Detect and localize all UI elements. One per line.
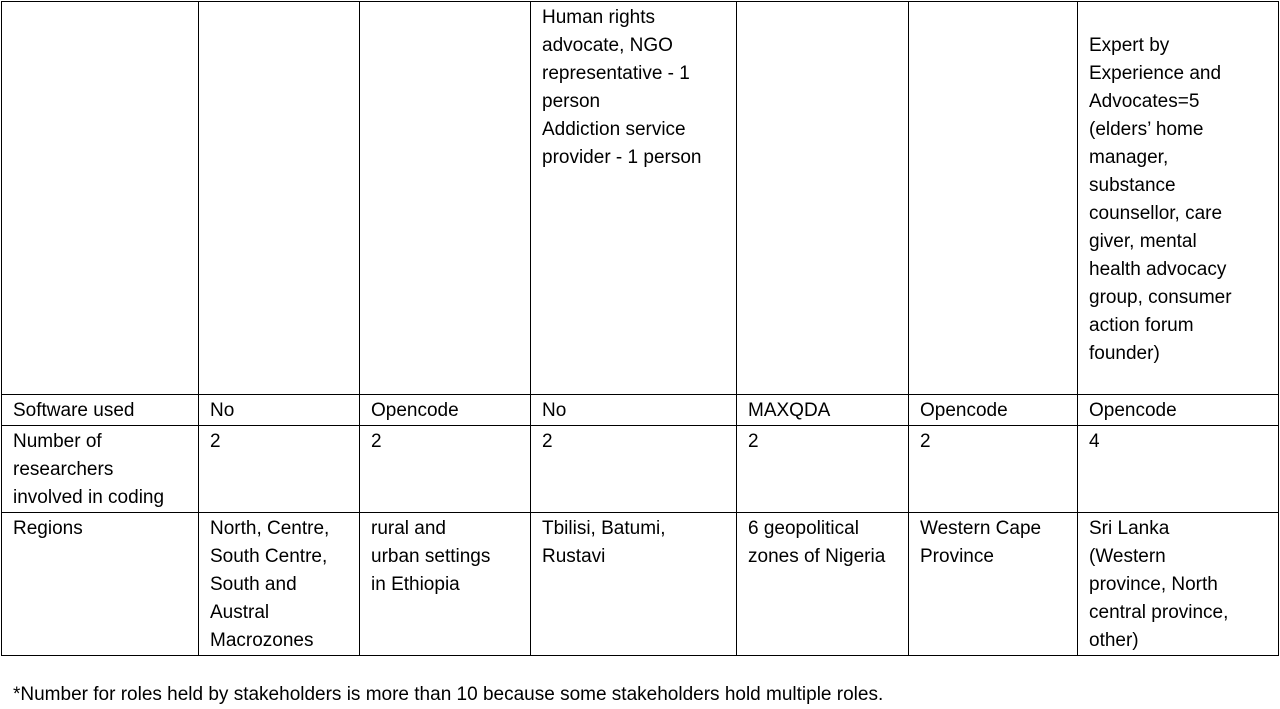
cell-text-line: substance (1089, 175, 1176, 196)
cell-text-line: representative - 1 (542, 63, 690, 84)
table-cell (199, 426, 360, 513)
table-cell (737, 2, 909, 395)
table-cell (531, 513, 737, 656)
cell-text-line: founder) (1089, 343, 1160, 364)
table-cell (199, 395, 360, 426)
table-cell (360, 513, 531, 656)
cell-text-line: provider - 1 person (542, 147, 702, 168)
cell-text-line: Sri Lanka (1089, 518, 1170, 539)
cell-text-line: 2 (542, 431, 553, 452)
table-footnote: *Number for roles held by stakeholders is more than 10 because some stakeholders hold multiple roles. (13, 684, 884, 705)
table-cell (2, 2, 199, 395)
cell-text-line: Human rights (542, 7, 655, 28)
cell-text-line: in Ethiopia (371, 574, 460, 595)
table-row-regions (2, 513, 1279, 656)
table-row-stakeholder-roles (2, 2, 1279, 395)
table-cell (2, 513, 199, 656)
cell-text-line: health advocacy (1089, 259, 1227, 280)
cell-text-line: South and (210, 574, 297, 595)
table-cell (737, 513, 909, 656)
cell-text-line: 2 (748, 431, 759, 452)
cell-text-line: Addiction service (542, 119, 686, 140)
table-cell (1078, 513, 1279, 656)
table-cell (737, 395, 909, 426)
table-row-number-of-researchers (2, 426, 1279, 513)
table-cell (909, 513, 1078, 656)
cell-text-line: Expert by (1089, 35, 1170, 56)
cell-text-line: Advocates=5 (1089, 91, 1200, 112)
table-cell (199, 2, 360, 395)
cell-text-line: 2 (371, 431, 382, 452)
table-row-software-used (2, 395, 1279, 426)
cell-text-line: central province, (1089, 602, 1229, 623)
cell-text-line: counsellor, care (1089, 203, 1223, 224)
cell-text-line: Austral (210, 602, 270, 623)
cell-text-line: involved in coding (13, 487, 165, 508)
table-cell (1078, 395, 1279, 426)
table-cell (909, 2, 1078, 395)
table-cell (2, 426, 199, 513)
cell-text-line: Opencode (920, 400, 1008, 421)
cell-text-line: researchers (13, 459, 114, 480)
table-cell (360, 2, 531, 395)
cell-text-line: action forum (1089, 315, 1194, 336)
cell-text-line: urban settings (371, 546, 491, 567)
cell-text-line: rural and (371, 518, 446, 539)
cell-text-line: MAXQDA (748, 400, 831, 421)
cell-text-line: Opencode (371, 400, 459, 421)
cell-text-line: Rustavi (542, 546, 606, 567)
cell-text-line: person (542, 91, 601, 112)
cell-text-line: 2 (920, 431, 931, 452)
table-cell (531, 2, 737, 395)
stakeholder-study-table (1, 1, 1279, 656)
cell-text-line: other) (1089, 630, 1139, 651)
cell-text-line: Western Cape (920, 518, 1042, 539)
cell-text-line: Tbilisi, Batumi, (542, 518, 666, 539)
cell-text-line: advocate, NGO (542, 35, 673, 56)
cell-text-line (1089, 4, 1268, 32)
table-cell (531, 426, 737, 513)
table-cell (1078, 426, 1279, 513)
table-cell (199, 513, 360, 656)
cell-text-line: (Western (1089, 546, 1166, 567)
cell-text-line: Opencode (1089, 400, 1177, 421)
cell-text-line: Province (920, 546, 994, 567)
cell-text-line: giver, mental (1089, 231, 1197, 252)
cell-text-line: zones of Nigeria (748, 546, 886, 567)
table-cell (1078, 2, 1279, 395)
cell-text-line: South Centre, (210, 546, 328, 567)
cell-text-line: (elders’ home (1089, 119, 1204, 140)
table-cell (909, 395, 1078, 426)
cell-text-line: No (542, 400, 567, 421)
cell-text-line: manager, (1089, 147, 1169, 168)
cell-text-line: No (210, 400, 235, 421)
cell-text-line: Number of (13, 431, 102, 452)
cell-text-line: Experience and (1089, 63, 1222, 84)
table-cell (531, 395, 737, 426)
cell-text-line: 6 geopolitical (748, 518, 859, 539)
cell-text-line: Regions (13, 518, 83, 539)
table-cell (2, 395, 199, 426)
cell-text-line: group, consumer (1089, 287, 1232, 308)
table-cell (909, 426, 1078, 513)
cell-text-line: 2 (210, 431, 221, 452)
cell-text-line: Software used (13, 400, 135, 421)
table-cell (737, 426, 909, 513)
cell-text-line: 4 (1089, 431, 1100, 452)
cell-text-line: North, Centre, (210, 518, 330, 539)
table-cell (360, 426, 531, 513)
table-cell (360, 395, 531, 426)
cell-text-line: province, North (1089, 574, 1218, 595)
cell-text-line: Macrozones (210, 630, 314, 651)
